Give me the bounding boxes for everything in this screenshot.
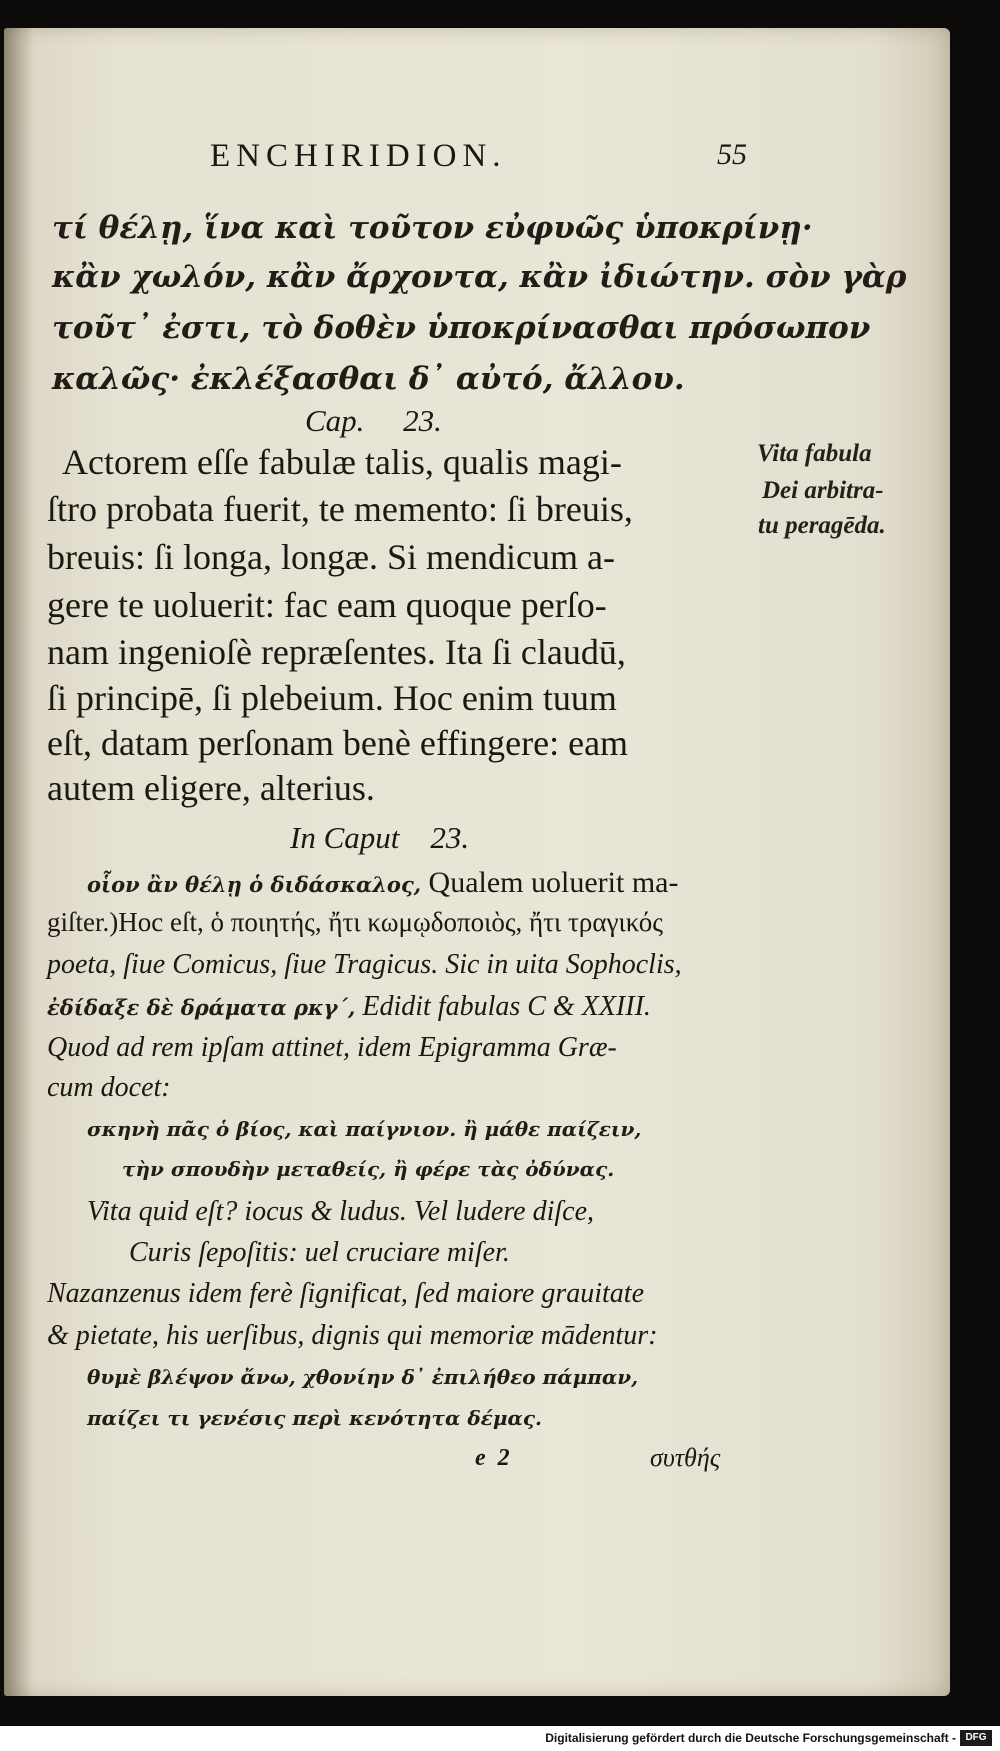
commentary-line: giſter.)Hoc eſt, ὁ ποιητής, ἤτι κωμῳδοποιὸς, ἤτι τραγικός [47, 907, 663, 937]
latin-line: breuis: ſi longa, longæ. Si mendicum a- [47, 537, 615, 577]
commentary-line: Quod ad rem ipſam attinet, idem Epigramma Græ- [47, 1032, 617, 1063]
latin-quote: Edidit fabulas C & XXIII. [355, 991, 651, 1022]
marginal-note-line: Dei arbitra- [762, 477, 884, 504]
footer-credit: Digitalisierung gefördert durch die Deutsche Forschungsgemeinschaft - [545, 1731, 956, 1745]
latin-line: nam ingenioſè repræſentes. Ita ſi claudū, [47, 632, 626, 672]
latin-line: autem eligere, alterius. [47, 768, 375, 808]
commentary-line: Nazanzenus idem ferè ſignificat, ſed maiore grauitate [47, 1278, 645, 1309]
greek-line: τοῦτ᾽ ἐστι, τὸ δοθὲν ὑποκρίνασθαι πρόσωπον [52, 310, 871, 346]
commentary-line: poeta, ſiue Comicus, ſiue Tragicus. Sic in uita Sophoclis, [47, 949, 682, 980]
chapter-heading: Cap. 23. [305, 403, 442, 438]
latin-line: eſt, datam perſonam benè effingere: eam [47, 723, 629, 763]
commentary-line [47, 991, 651, 1023]
commentary-line [87, 866, 678, 900]
verse-greek-line: παίζει τι γενέσις περὶ κενότητα δέμας. [87, 1406, 542, 1430]
marginal-note-line: tu peragēda. [758, 512, 886, 539]
epigram-latin-line: Curis ſepoſitis: uel cruciare miſer. [129, 1237, 510, 1268]
page-number: 55 [717, 138, 747, 171]
epigram-greek-line: τὴν σπουδὴν μεταθείς, ἢ φέρε τὰς ὀδύνας. [122, 1157, 615, 1181]
epigram-latin-line: Vita quid eſt? iocus & ludus. Vel ludere diſce, [87, 1196, 595, 1227]
verse-greek-line: θυμὲ βλέψον ἄνω, χθονίην δ᾽ ἐπιλήθεο πάμπαν, [87, 1365, 639, 1389]
epigram-greek-line: σκηνὴ πᾶς ὁ βίος, καὶ παίγνιον. ἢ μάθε παίζειν, [87, 1117, 642, 1141]
greek-line: τί θέλῃ, ἵνα καὶ τοῦτον εὐφυῶς ὑποκρίνῃ· [52, 210, 813, 246]
latin-quote: Qualem uoluerit ma- [421, 866, 679, 899]
commentary-heading: In Caput 23. [290, 820, 470, 855]
catchword: συτθής [650, 1443, 721, 1472]
commentary-line: & pietate, his uerſibus, dignis qui memoriæ mādentur: [47, 1320, 658, 1351]
dfg-logo: DFG [960, 1730, 992, 1746]
latin-line: ſtro probata fuerit, te memento: ſi breuis, [47, 489, 633, 529]
running-header: ENCHIRIDION. [210, 138, 507, 174]
latin-line: Actorem eſſe fabulæ talis, qualis magi- [62, 442, 622, 482]
commentary-line: cum docet: [47, 1072, 171, 1103]
page-gutter-shadow [4, 28, 34, 1696]
greek-line: καλῶς· ἐκλέξασθαι δ᾽ αὐτό, ἄλλου. [52, 361, 685, 397]
latin-line: gere te uoluerit: fac eam quoque perſo- [47, 585, 607, 625]
digitization-footer [0, 1726, 1000, 1751]
greek-quote: οἷον ἂν θέλῃ ὁ διδάσκαλος, [87, 872, 422, 897]
latin-line: ſi principē, ſi plebeium. Hoc enim tuum [47, 678, 617, 718]
greek-line: κἂν χωλόν, κἂν ἄρχοντα, κἂν ἰδιώτην. σὸν γὰρ [52, 259, 907, 295]
signature-mark: e 2 [475, 1445, 510, 1471]
marginal-note-line: Vita fabula [757, 440, 872, 467]
greek-quote: ἐδίδαξε δὲ δράματα ρκγ´, [47, 995, 356, 1020]
